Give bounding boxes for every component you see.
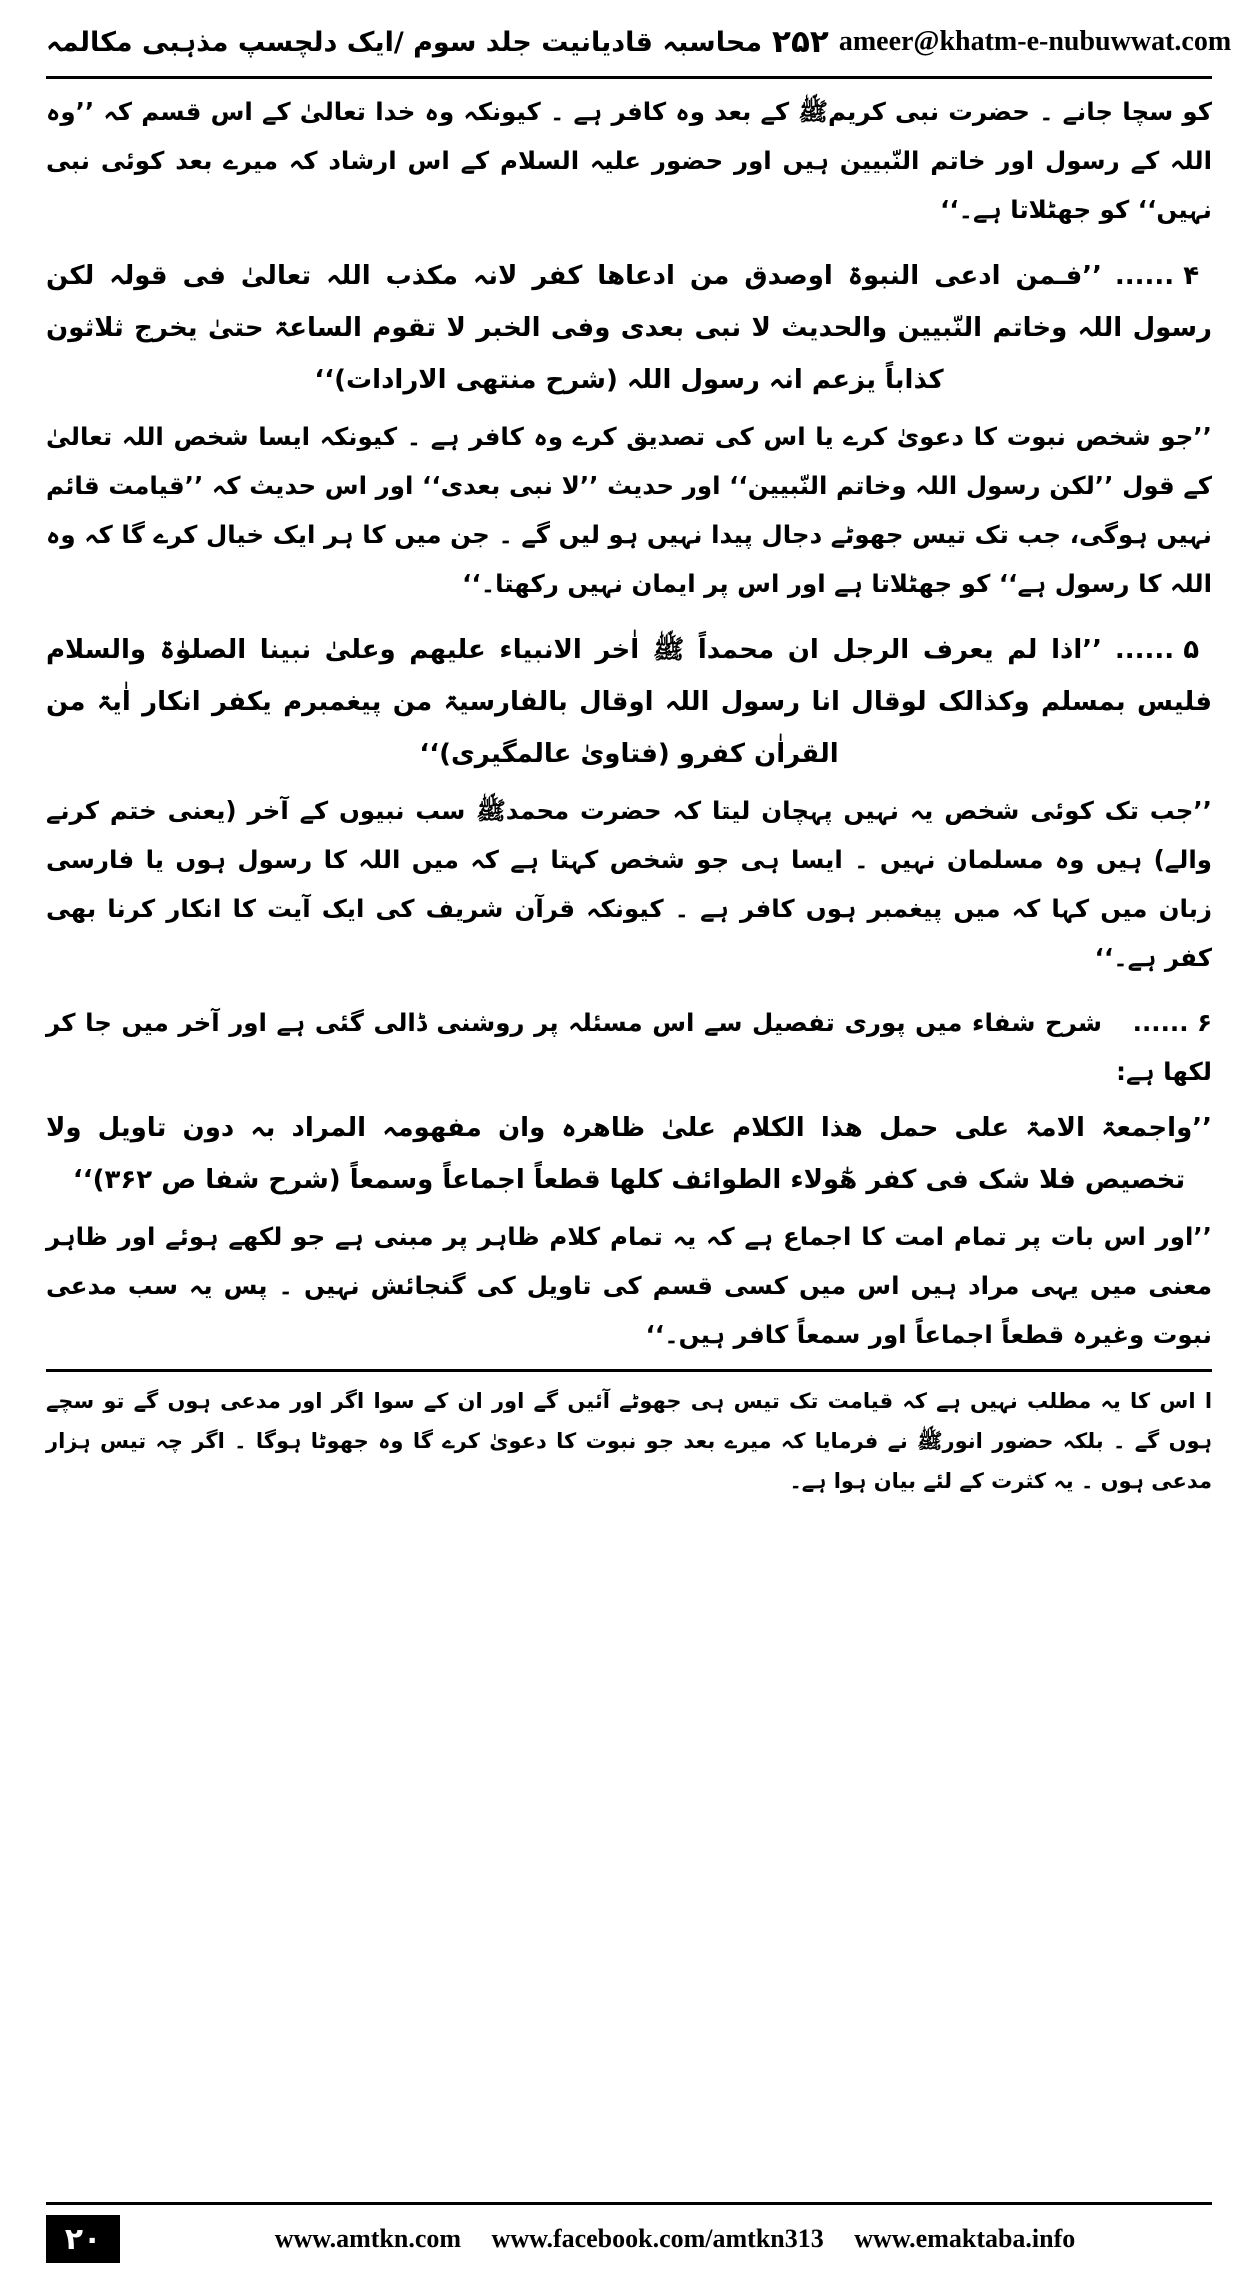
item-4-arabic-text: ’’فـمن ادعی النبوۃ اوصدق من ادعاھا کفر لانہ مکذب اللہ تعالیٰ فی قولہ لکن رسول اللہ وخاتم النّبیین والحدیث لا نبی بعدی وفی الخبر لا تقوم الساعۃ حتیٰ یخرج ثلاثون کذاباً یزعم انہ رسول اللہ (شرح منتھی الارادات)‘‘: [46, 261, 1212, 395]
item-6-arabic: ’’واجمعۃ الامۃ علی حمل ھذا الکلام علیٰ ظاھرہ وان مفھومہ المراد بہ دون تاویل ولا تخصیص فلا شک فی کفر ھٰٓولاء الطوائف کلھا قطعاً اجماعاً وسمعاً (شرح شفا ص ۳۶۲)‘‘: [46, 1113, 1212, 1195]
footnote-text: اس کا یہ مطلب نہیں ہے کہ قیامت تک تیس ہی جھوٹے آئیں گے اور ان کے سوا اگر اور مدعی ہوں گے تو سچے ہوں گے ۔ بلکہ حضور انورﷺ نے فرمایا کہ میرے بعد جو نبوت کا دعویٰ کرے گا وہ جھوٹا ہوگا ۔ اگر چہ تیس ہزار مدعی ہوں ۔ یہ کثرت کے لئے بیان ہوا ہے۔: [46, 1389, 1212, 1493]
item-5-arabic-text: ’’اذا لم یعرف الرجل ان محمداً ﷺ اٰخر الانبیاء علیھم وعلیٰ نبینا الصلوٰۃ والسلام فلیس بمسلم وکذالک لوقال انا رسول اللہ اوقال بالفارسیۃ من پیغمبرم یکفر انکار اٰیۃ من القراٰن کفرو (فتاویٰ عالمگیری)‘‘: [46, 635, 1212, 769]
footer-links: [138, 2224, 1212, 2254]
item-4-urdu: ’’جو شخص نبوت کا دعویٰ کرے یا اس کی تصدیق کرے وہ کافر ہے ۔ کیونکہ ایسا شخص اللہ تعالیٰ کے قول ’’لکن رسول اللہ وخاتم النّبیین‘‘ اور حدیث ’’لا نبی بعدی‘‘ اور اس حدیث کہ ’’قیامت قائم نہیں ہوگی، جب تک تیس جھوٹے دجال پیدا نہیں ہو لیں گے ۔ جن میں کا ہر ایک خیال کرے گا کہ وہ اللہ کا رسول ہے‘‘ کو جھٹلاتا ہے اور اس پر ایمان نہیں رکھتا۔‘‘: [46, 422, 1212, 598]
spacer: [46, 988, 1212, 998]
footnote: [46, 1382, 1212, 1502]
footnote-marker: ا: [1204, 1389, 1213, 1413]
item-6-urdu: ’’اور اس بات پر تمام امت کا اجماع ہے کہ یہ تمام کلام ظاہر پر مبنی ہے جو لکھے ہوئے اور ظاہر معنی میں یہی مراد ہیں اس میں کسی قسم کی تاویل کی گنجائش نہیں ۔ پس یہ سب مدعی نبوت وغیرہ قطعاً اجماعاً اور سمعاً کافر ہیں۔‘‘: [46, 1222, 1212, 1349]
footer-page-number: ۲۰: [46, 2215, 120, 2263]
page-header: [46, 0, 1232, 70]
item-5-urdu: ’’جب تک کوئی شخص یہ نہیں پہچان لیتا کہ حضرت محمدﷺ سب نبیوں کے آخر (یعنی ختم کرنے والے) ہیں وہ مسلمان نہیں ۔ ایسا ہی جو شخص کہتا ہے کہ میں اللہ کا رسول ہوں یا فارسی زبان میں کہا کہ میں پیغمبر ہوں کافر ہے ۔ کیونکہ قرآن شریف کی ایک آیت کا انکار کرنا بھی کفر ہے۔‘‘: [46, 796, 1212, 972]
header-divider: [46, 76, 1212, 79]
footer-link-facebook[interactable]: www.facebook.com/amtkn313: [491, 2224, 824, 2253]
footnote-divider: [46, 1369, 1212, 1372]
header-page-number: ۲۵۲: [772, 24, 829, 60]
footer-link-website[interactable]: www.amtkn.com: [274, 2224, 462, 2253]
page-footer: [0, 2202, 1258, 2263]
header-email: ameer@khatm-e-nubuwwat.com: [838, 26, 1232, 57]
item-5-marker: ۵ ......: [1114, 635, 1200, 665]
item-4-arabic: [46, 250, 1212, 406]
page-content: [46, 87, 1212, 1359]
spacer: [46, 614, 1212, 624]
item-6-intro: [46, 998, 1212, 1096]
item-4-marker: ۴ ......: [1114, 261, 1200, 291]
spacer: [46, 240, 1212, 250]
footer-bar: [46, 2215, 1212, 2263]
item-5-arabic: [46, 624, 1212, 780]
paragraph-continuation: کو سچا جانے ۔ حضرت نبی کریمﷺ کے بعد وہ کافر ہے ۔ کیونکہ وہ خدا تعالیٰ کے اس قسم کہ ’’وہ اللہ کے رسول اور خاتم النّبیین ہیں اور حضور علیہ السلام کے اس ارشاد کہ میرے بعد کوئی نبی نہیں‘‘ کو جھٹلاتا ہے۔‘‘: [46, 97, 1212, 224]
item-6-intro-text: شرح شفاء میں پوری تفصیل سے اس مسئلہ پر روشنی ڈالی گئی ہے اور آخر میں جا کر لکھا ہے:: [46, 1008, 1212, 1086]
footer-link-emaktaba[interactable]: www.emaktaba.info: [854, 2224, 1076, 2253]
footer-divider: [46, 2202, 1212, 2205]
header-book-title: محاسبہ قادیانیت جلد سوم /ایک دلچسپ مذہبی مکالمہ: [46, 26, 763, 58]
item-6-marker: ۶ ......: [1132, 1008, 1212, 1037]
